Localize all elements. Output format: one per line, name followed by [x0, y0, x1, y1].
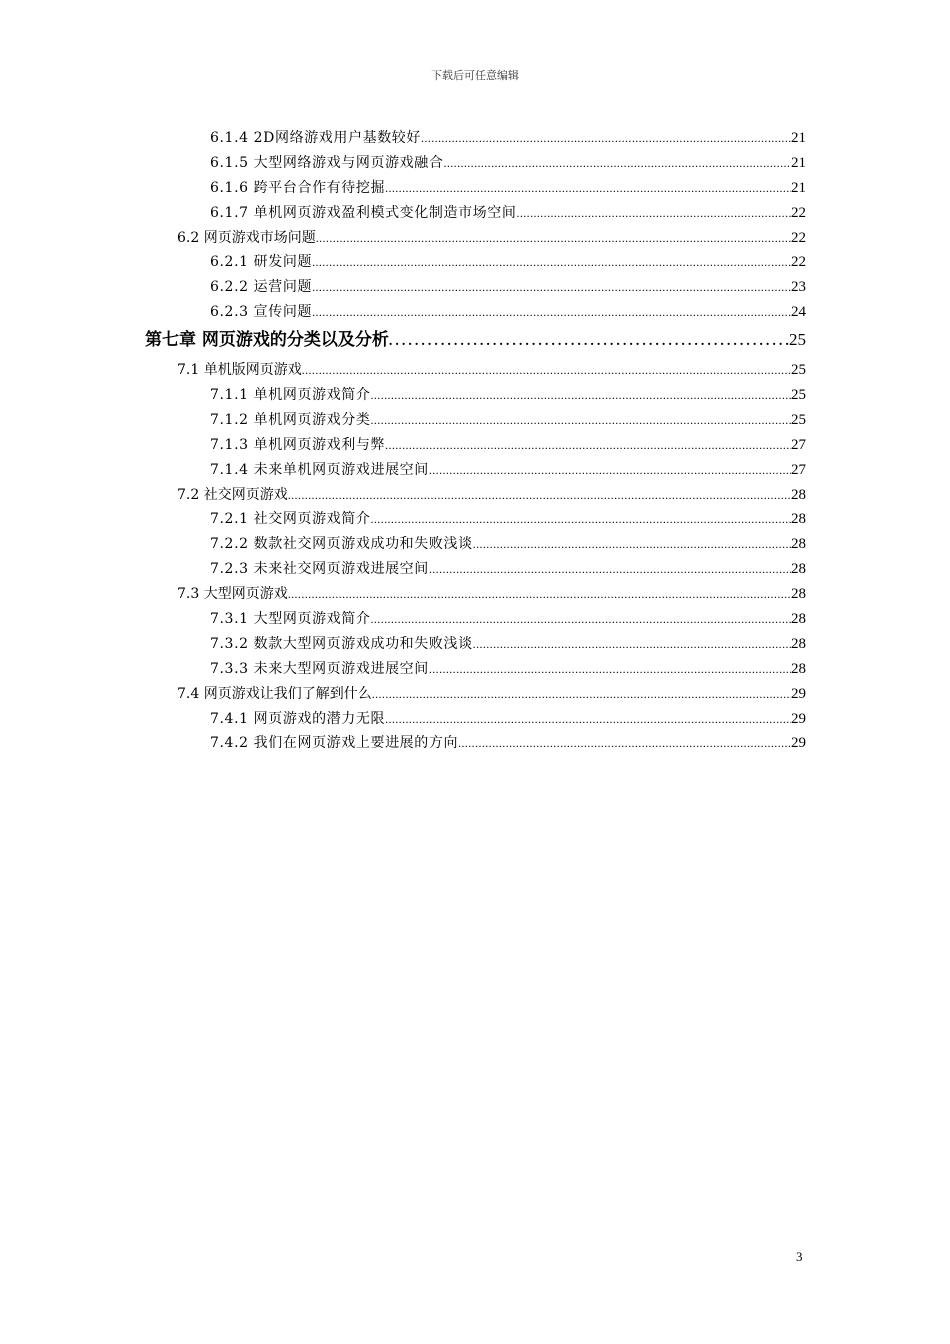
- toc-dot-leader: [316, 226, 791, 251]
- toc-entry-page: 22: [791, 254, 806, 271]
- toc-dot-leader: [370, 607, 791, 632]
- toc-entry-title: 7.2.1 社交网页游戏简介: [210, 511, 371, 528]
- toc-dot-leader: [473, 632, 791, 657]
- toc-entry-page: 29: [791, 685, 806, 702]
- toc-entry-page: 28: [791, 511, 806, 528]
- toc-dot-leader: [429, 657, 791, 682]
- toc-section-entry[interactable]: [145, 582, 806, 607]
- toc-subsection-entry[interactable]: [145, 507, 806, 532]
- toc-dot-leader: [429, 557, 791, 582]
- toc-dot-leader: [312, 275, 791, 300]
- toc-subsection-entry[interactable]: [145, 300, 806, 325]
- toc-entry-page: 28: [791, 536, 806, 553]
- toc-entry-page: 21: [791, 179, 806, 196]
- toc-entry-page: 29: [791, 735, 806, 752]
- toc-dot-leader: [421, 126, 791, 151]
- toc-entry-title: 6.2 网页游戏市场问题: [177, 229, 316, 246]
- toc-dot-leader: [516, 201, 791, 226]
- toc-subsection-entry[interactable]: [145, 176, 806, 201]
- toc-entry-title: 7.3 大型网页游戏: [177, 586, 288, 603]
- toc-section-entry[interactable]: [145, 483, 806, 508]
- toc-dot-leader: [288, 582, 791, 607]
- toc-subsection-entry[interactable]: [145, 557, 806, 582]
- toc-subsection-entry[interactable]: [145, 383, 806, 408]
- table-of-contents: [145, 126, 806, 756]
- toc-entry-title: 7.3.3 未来大型网页游戏进展空间: [210, 660, 429, 677]
- toc-dot-leader: [370, 383, 791, 408]
- toc-subsection-entry[interactable]: [145, 151, 806, 176]
- toc-dot-leader: [443, 151, 791, 176]
- toc-subsection-entry[interactable]: [145, 632, 806, 657]
- toc-subsection-entry[interactable]: [145, 458, 806, 483]
- toc-entry-title: 7.4.1 网页游戏的潜力无限: [210, 710, 386, 727]
- toc-entry-page: 27: [791, 436, 806, 453]
- toc-dot-leader: [370, 408, 791, 433]
- toc-dot-leader: [312, 250, 791, 275]
- toc-dot-leader: [385, 176, 791, 201]
- toc-section-entry[interactable]: [145, 358, 806, 383]
- toc-entry-title: 6.2.2 运营问题: [210, 279, 313, 296]
- toc-entry-page: 22: [791, 229, 806, 246]
- toc-entry-page: 21: [791, 130, 806, 146]
- toc-dot-leader: [389, 327, 789, 355]
- toc-subsection-entry[interactable]: [145, 408, 806, 433]
- toc-entry-page: 28: [791, 486, 806, 503]
- toc-entry-title: 7.4.2 我们在网页游戏上要进展的方向: [210, 735, 459, 752]
- toc-entry-title: 6.2.1 研发问题: [210, 254, 313, 271]
- toc-subsection-entry[interactable]: [145, 731, 806, 756]
- toc-entry-page: 28: [791, 635, 806, 652]
- toc-entry-title: 7.1.2 单机网页游戏分类: [210, 411, 371, 428]
- toc-entry-title: 6.1.6 跨平台合作有待挖掘: [210, 179, 386, 196]
- toc-entry-title: 6.1.4 2D网络游戏用户基数较好: [210, 130, 422, 146]
- toc-entry-title: 6.1.7 单机网页游戏盈利模式变化制造市场空间: [210, 204, 517, 221]
- toc-dot-leader: [372, 682, 791, 707]
- toc-entry-page: 22: [791, 204, 806, 221]
- toc-entry-title: 7.1.3 单机网页游戏利与弊: [210, 436, 386, 453]
- toc-entry-page: 25: [791, 387, 806, 404]
- toc-entry-title: 6.2.3 宣传问题: [210, 304, 313, 321]
- toc-section-entry[interactable]: [145, 226, 806, 251]
- toc-entry-title: 7.3.2 数款大型网页游戏成功和失败浅谈: [210, 635, 473, 652]
- toc-entry-page: 25: [789, 330, 806, 350]
- toc-entry-title: 7.1.1 单机网页游戏简介: [210, 387, 371, 404]
- toc-entry-page: 23: [791, 279, 806, 296]
- toc-dot-leader: [302, 358, 791, 383]
- toc-subsection-entry[interactable]: [145, 707, 806, 732]
- toc-dot-leader: [288, 483, 791, 508]
- header-note: 下载后可任意编辑: [431, 69, 519, 82]
- toc-subsection-entry[interactable]: [145, 433, 806, 458]
- toc-entry-title: 7.4 网页游戏让我们了解到什么: [177, 685, 372, 702]
- toc-entry-page: 28: [791, 611, 806, 628]
- toc-subsection-entry[interactable]: [145, 201, 806, 226]
- toc-section-entry[interactable]: [145, 682, 806, 707]
- toc-dot-leader: [473, 532, 791, 557]
- toc-entry-title: 7.2.2 数款社交网页游戏成功和失败浅谈: [210, 536, 473, 553]
- toc-subsection-entry[interactable]: [145, 250, 806, 275]
- toc-entry-page: 27: [791, 461, 806, 478]
- toc-entry-page: 28: [791, 660, 806, 677]
- toc-dot-leader: [385, 707, 791, 732]
- toc-entry-page: 28: [791, 586, 806, 603]
- toc-entry-page: 25: [791, 362, 806, 379]
- toc-entry-title: 7.1.4 未来单机网页游戏进展空间: [210, 461, 429, 478]
- toc-dot-leader: [370, 507, 791, 532]
- toc-entry-title: 6.1.5 大型网络游戏与网页游戏融合: [210, 154, 444, 171]
- page-number: 3: [796, 1249, 803, 1264]
- toc-subsection-entry[interactable]: [145, 532, 806, 557]
- toc-dot-leader: [458, 731, 791, 756]
- toc-chapter-entry[interactable]: [145, 325, 806, 355]
- toc-entry-page: 28: [791, 561, 806, 578]
- toc-subsection-entry[interactable]: [145, 657, 806, 682]
- toc-entry-title: 7.1 单机版网页游戏: [177, 362, 302, 379]
- toc-entry-title: 第七章 网页游戏的分类以及分析: [145, 330, 389, 351]
- toc-dot-leader: [385, 433, 791, 458]
- toc-entry-page: 25: [791, 411, 806, 428]
- toc-subsection-entry[interactable]: [145, 275, 806, 300]
- toc-entry-page: 21: [791, 154, 806, 171]
- toc-subsection-entry[interactable]: [145, 607, 806, 632]
- toc-dot-leader: [429, 458, 791, 483]
- toc-entry-page: 24: [791, 304, 806, 321]
- toc-entry-title: 7.2.3 未来社交网页游戏进展空间: [210, 561, 429, 578]
- toc-subsection-entry[interactable]: [145, 126, 806, 151]
- toc-entry-title: 7.2 社交网页游戏: [177, 486, 288, 503]
- toc-entry-page: 29: [791, 710, 806, 727]
- toc-dot-leader: [312, 300, 791, 325]
- toc-entry-title: 7.3.1 大型网页游戏简介: [210, 611, 371, 628]
